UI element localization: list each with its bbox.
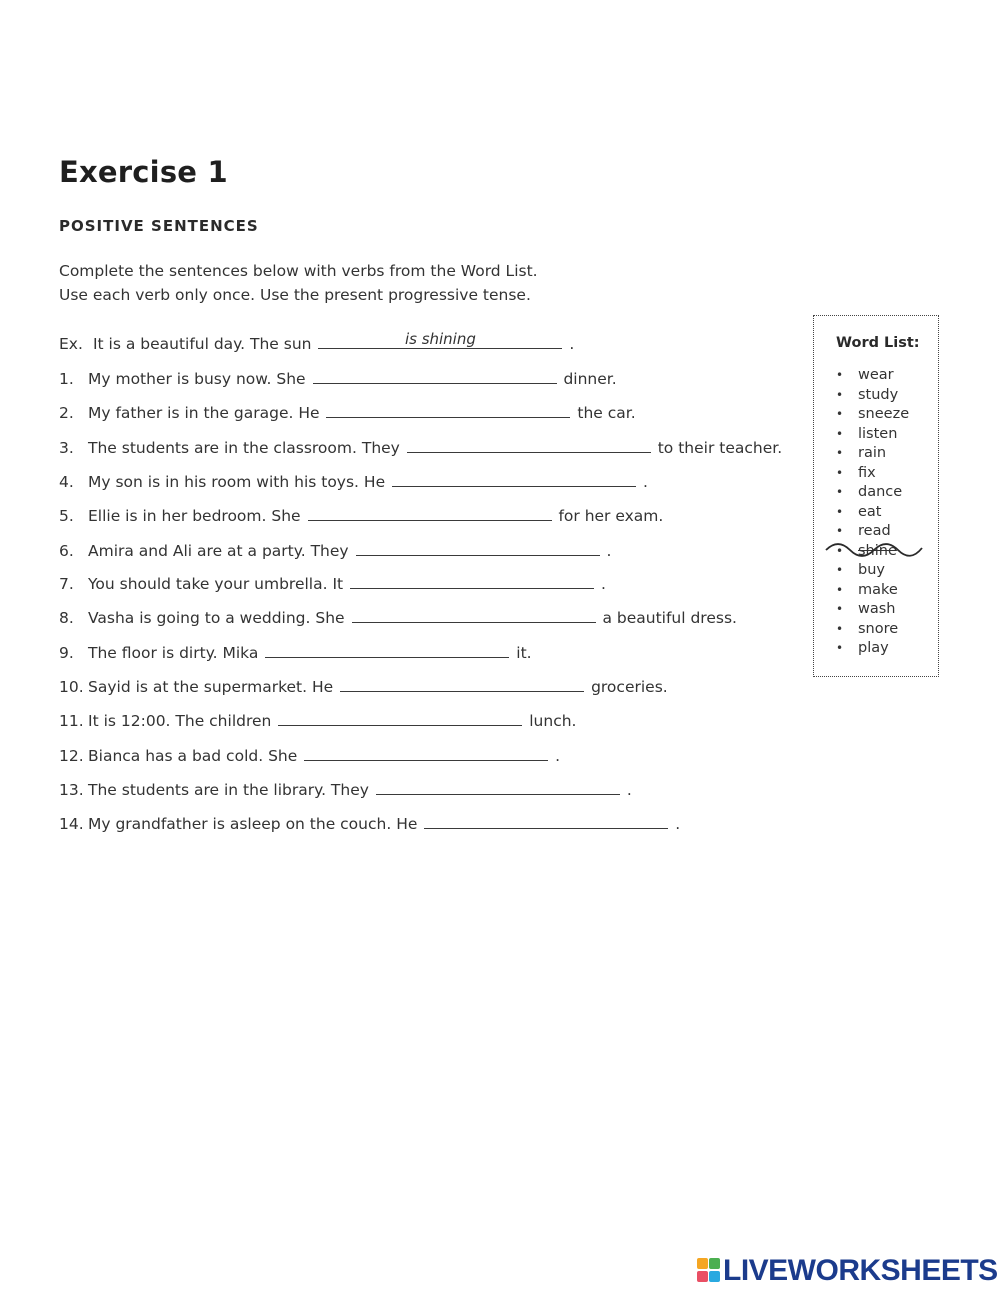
exercise-row — [59, 640, 532, 664]
word-list-word: snore — [858, 620, 899, 637]
sentence-end: dinner. — [563, 370, 617, 388]
sentence-end: groceries. — [591, 678, 668, 696]
item-number: 11. — [59, 712, 84, 730]
answer-blank — [356, 538, 600, 556]
sentence-start: You should take your umbrella. It — [88, 575, 344, 593]
sentence-start: My grandfather is asleep on the couch. He — [88, 815, 418, 833]
bullet-icon: • — [836, 543, 844, 558]
bullet-icon: • — [836, 485, 844, 499]
logo-block — [697, 1258, 708, 1269]
word-list-word: shine — [858, 542, 897, 559]
answer-blank — [278, 708, 522, 726]
answer-blank — [304, 743, 548, 761]
word-list-word: study — [858, 386, 899, 403]
example-number: Ex. — [59, 335, 83, 353]
sentence-start: The students are in the library. They — [88, 781, 369, 799]
word-list-word: wash — [858, 601, 896, 617]
sentence-start: My son is in his room with his toys. He — [88, 473, 386, 491]
word-list-word: buy — [858, 562, 885, 578]
answer-input[interactable] — [326, 400, 570, 417]
exercise-row — [59, 811, 680, 835]
sentence-end: . — [555, 747, 561, 765]
exercise-row — [59, 674, 668, 698]
exercise-row — [59, 435, 782, 459]
word-list-word: dance — [858, 484, 903, 500]
word-list-heading: Word List: — [836, 335, 920, 351]
answer-input[interactable] — [424, 811, 668, 828]
exercise-row — [59, 743, 560, 767]
bullet-icon: • — [836, 387, 844, 402]
word-list-word: eat — [858, 503, 882, 520]
answer-input[interactable] — [340, 674, 584, 691]
answer-blank — [265, 640, 509, 658]
answer-blank — [340, 674, 584, 692]
example-row — [59, 331, 574, 355]
answer-blank — [326, 400, 570, 418]
word-list-word: rain — [858, 445, 887, 461]
word-list-word: fix — [858, 464, 876, 481]
answer-input[interactable] — [392, 469, 636, 486]
answer-input[interactable] — [313, 366, 557, 383]
sentence-end: . — [642, 473, 648, 491]
answer-blank — [308, 503, 552, 521]
bullet-icon: • — [836, 446, 844, 460]
word-list-word: read — [858, 523, 891, 539]
item-number: 8. — [59, 609, 74, 627]
cross-out-squiggle — [824, 540, 924, 560]
word-list-word: make — [858, 581, 898, 598]
section-subtitle: POSITIVE SENTENCES — [59, 217, 259, 235]
sentence-end: . — [626, 781, 632, 799]
word-list-word: sneeze — [858, 406, 910, 422]
exercise-row — [59, 400, 636, 424]
sentence-start: It is 12:00. The children — [88, 712, 272, 730]
sentence-start: Ellie is in her bedroom. She — [88, 507, 301, 525]
exercise-row — [59, 469, 648, 493]
logo-text: LIVEWORKSHEETS — [723, 1254, 998, 1287]
exercise-row — [59, 366, 617, 390]
word-list-word: wear — [858, 367, 894, 383]
logo-block — [709, 1258, 720, 1269]
answer-blank — [392, 469, 636, 487]
item-number: 10. — [59, 678, 84, 696]
bullet-icon: • — [836, 602, 844, 616]
sentence-end: . — [600, 575, 606, 593]
item-number: 7. — [59, 575, 74, 593]
logo-block — [709, 1271, 720, 1282]
item-number: 13. — [59, 781, 84, 799]
exercise-row — [59, 777, 632, 801]
answer-input[interactable] — [407, 435, 651, 452]
item-number: 14. — [59, 815, 84, 833]
logo-blocks-icon — [697, 1258, 721, 1284]
bullet-icon: • — [836, 563, 844, 577]
item-number: 6. — [59, 542, 74, 560]
bullet-icon: • — [836, 524, 844, 538]
answer-input[interactable] — [352, 605, 596, 622]
page-title: Exercise 1 — [59, 155, 228, 189]
bullet-icon: • — [836, 621, 844, 636]
answer-input[interactable] — [308, 503, 552, 520]
sentence-end: for her exam. — [558, 507, 664, 525]
exercise-row — [59, 538, 611, 562]
item-number: 9. — [59, 644, 74, 662]
sentence-start: My father is in the garage. He — [88, 404, 320, 422]
sentence-end: to their teacher. — [657, 439, 783, 457]
example-end: . — [569, 335, 575, 353]
word-list-word: play — [858, 640, 889, 656]
sentence-end: it. — [516, 644, 532, 662]
bullet-icon: • — [836, 504, 844, 519]
answer-blank — [352, 605, 596, 623]
bullet-icon: • — [836, 641, 844, 655]
instruction-line-1: Complete the sentences below with verbs from the Word List. — [59, 262, 538, 280]
word-list-box — [813, 315, 939, 677]
sentence-start: Vasha is going to a wedding. She — [88, 609, 345, 627]
exercise-row — [59, 708, 576, 732]
answer-input[interactable] — [265, 640, 509, 657]
sentence-end: . — [606, 542, 612, 560]
bullet-icon: • — [836, 426, 844, 441]
bullet-icon: • — [836, 368, 844, 382]
example-answer: is shining — [404, 330, 476, 348]
sentence-end: the car. — [577, 404, 636, 422]
exercise-row — [59, 503, 663, 527]
exercise-row — [59, 571, 606, 595]
logo-block — [697, 1271, 708, 1282]
answer-blank — [313, 366, 557, 384]
liveworksheets-logo — [697, 1255, 998, 1287]
sentence-end: lunch. — [529, 712, 577, 730]
item-number: 5. — [59, 507, 74, 525]
answer-blank — [350, 571, 594, 589]
sentence-end: a beautiful dress. — [602, 609, 737, 627]
instruction-line-2: Use each verb only once. Use the present progressive tense. — [59, 286, 531, 304]
sentence-start: Amira and Ali are at a party. They — [88, 542, 349, 560]
answer-blank — [376, 777, 620, 795]
bullet-icon: • — [836, 582, 844, 597]
item-number: 3. — [59, 439, 74, 457]
answer-blank — [424, 811, 668, 829]
example-answer-blank — [318, 331, 562, 349]
answer-blank — [407, 435, 651, 453]
word-list-word: listen — [858, 425, 898, 442]
sentence-start: The floor is dirty. Mika — [88, 644, 259, 662]
answer-input[interactable] — [376, 777, 620, 794]
sentence-start: The students are in the classroom. They — [88, 439, 400, 457]
sentence-start: My mother is busy now. She — [88, 370, 306, 388]
answer-input[interactable] — [278, 708, 522, 725]
bullet-icon: • — [836, 465, 844, 480]
bullet-icon: • — [836, 407, 844, 421]
answer-input[interactable] — [356, 538, 600, 555]
sentence-end: . — [675, 815, 681, 833]
answer-input[interactable] — [304, 743, 548, 760]
item-number: 1. — [59, 370, 74, 388]
item-number: 12. — [59, 747, 84, 765]
item-number: 4. — [59, 473, 74, 491]
sentence-start: Bianca has a bad cold. She — [88, 747, 298, 765]
item-number: 2. — [59, 404, 74, 422]
exercise-row — [59, 605, 737, 629]
sentence-start: Sayid is at the supermarket. He — [88, 678, 334, 696]
answer-input[interactable] — [350, 571, 594, 588]
example-text: It is a beautiful day. The sun — [92, 335, 312, 353]
